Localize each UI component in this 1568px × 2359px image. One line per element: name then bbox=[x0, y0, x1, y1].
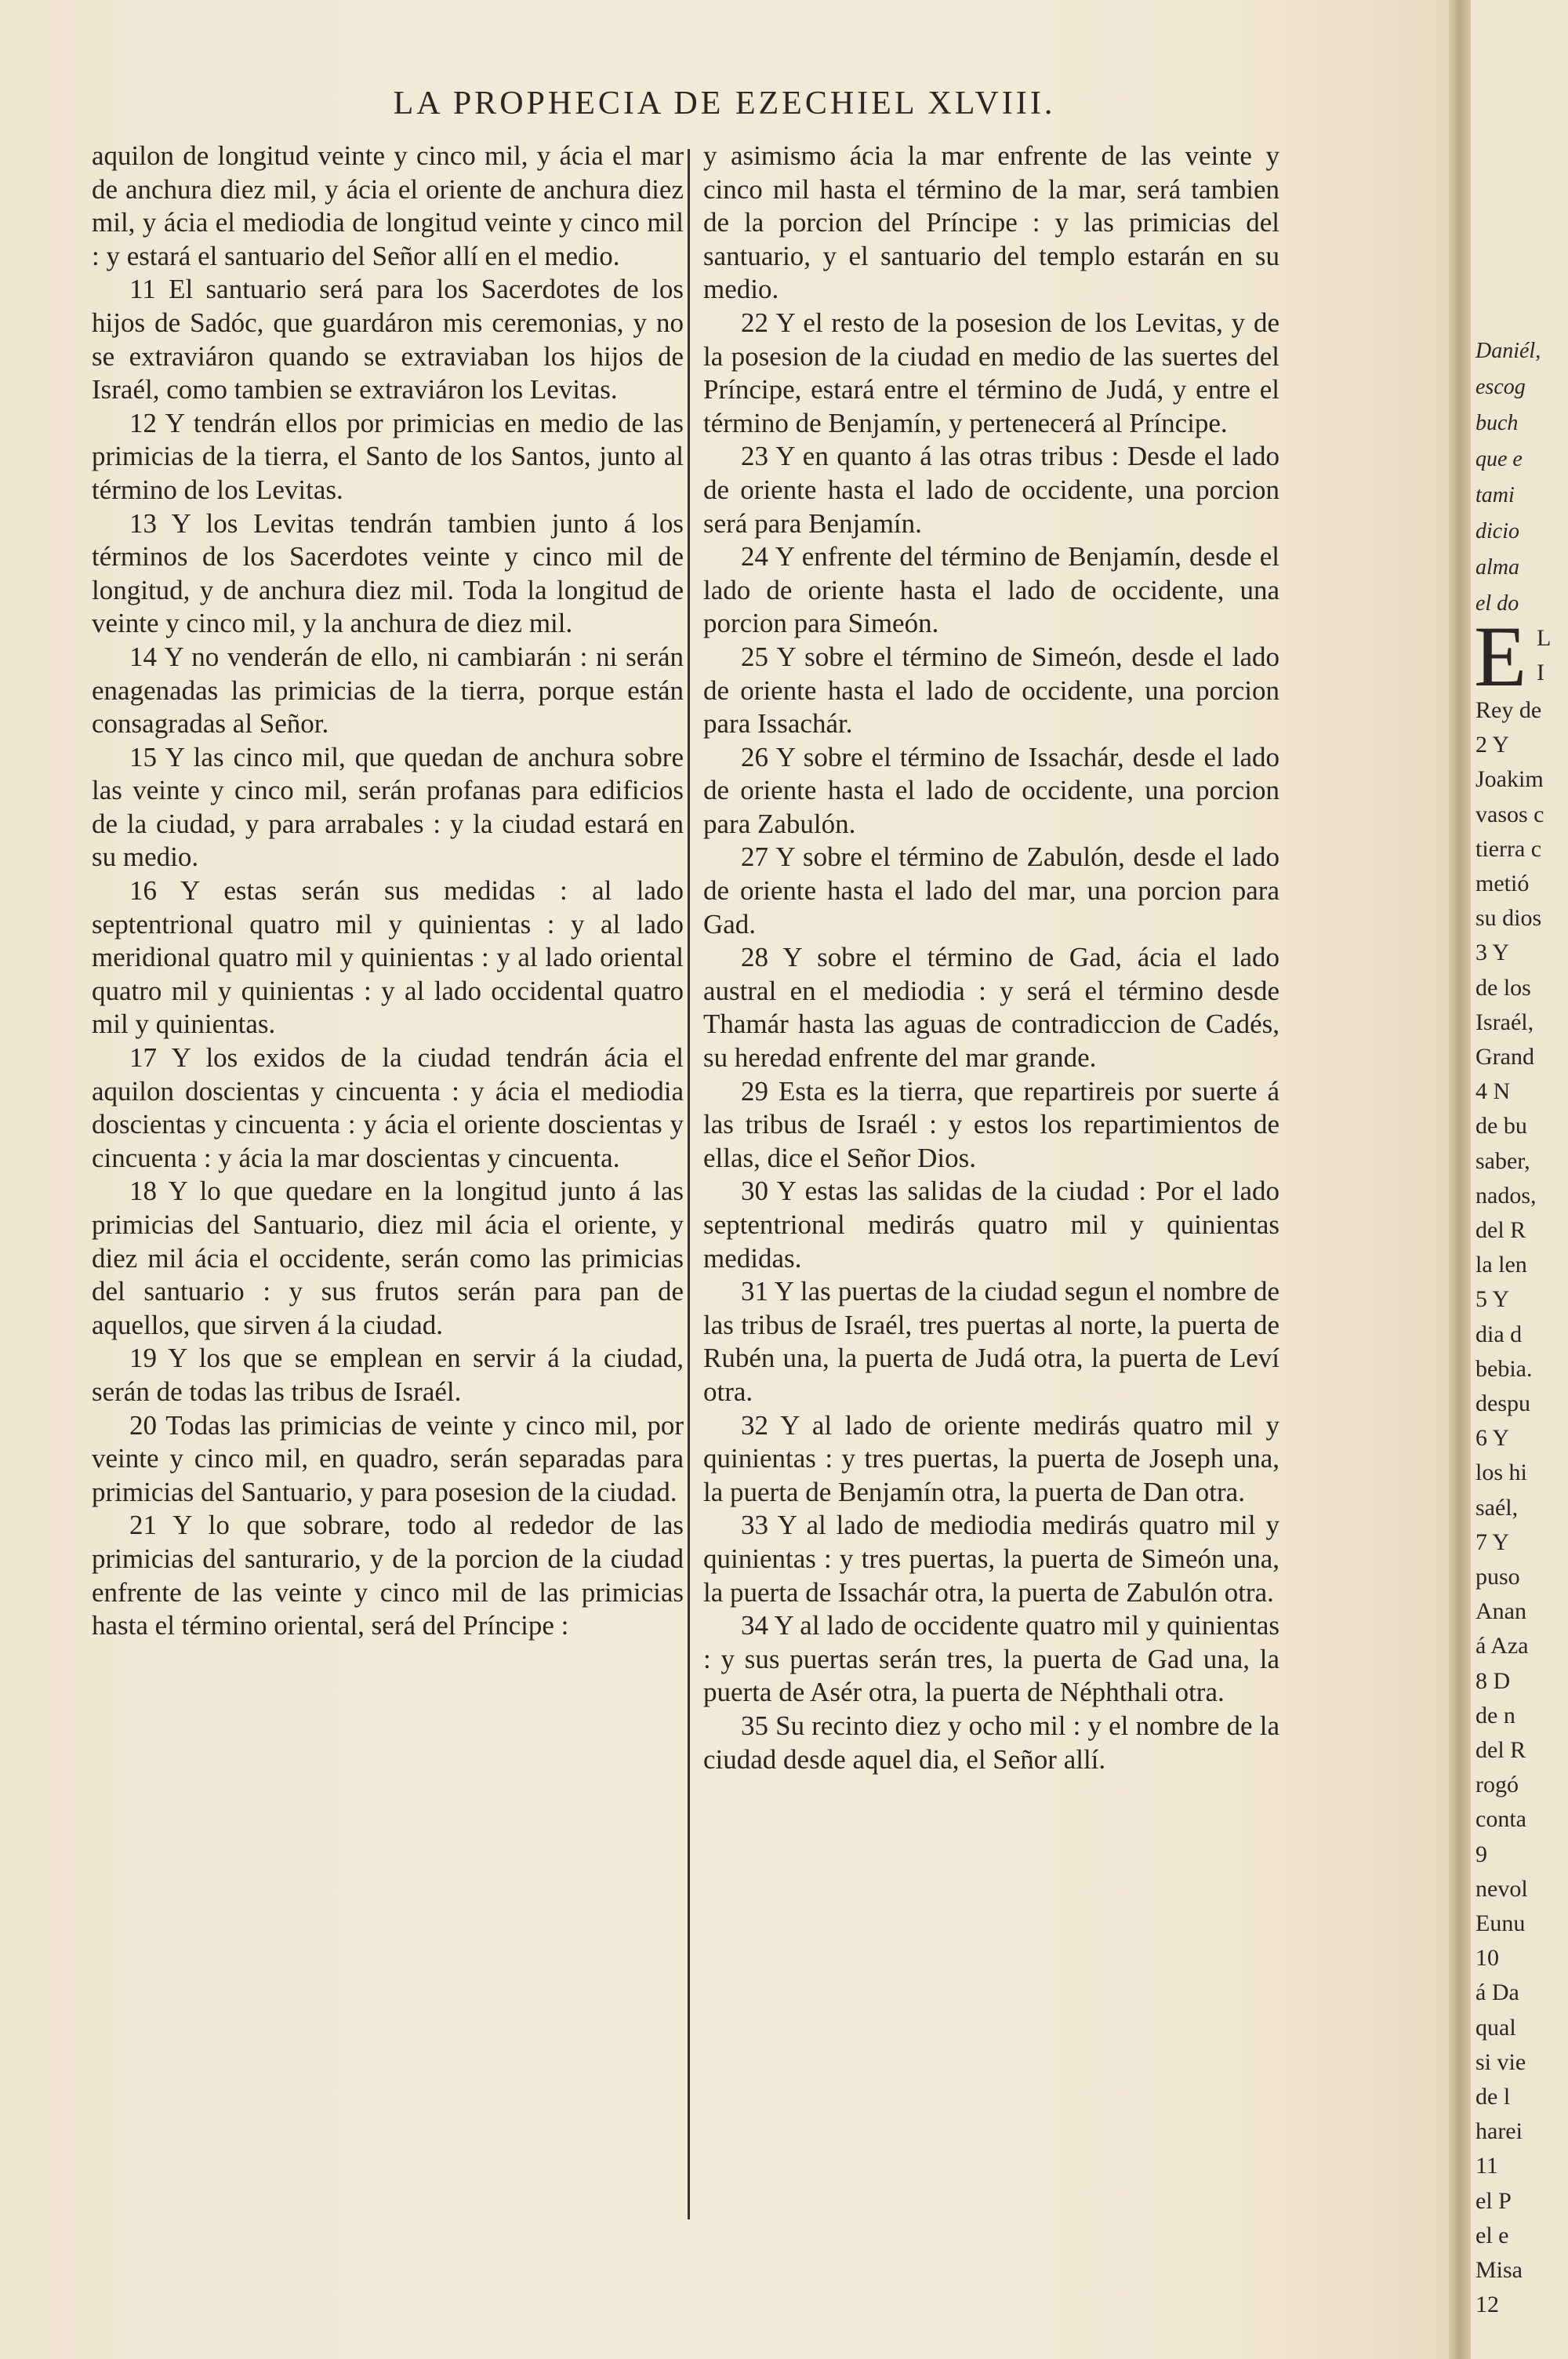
next-page-line: Misa bbox=[1475, 2257, 1523, 2283]
next-page-italic-line: alma bbox=[1475, 555, 1519, 580]
next-page-line: el e bbox=[1475, 2223, 1509, 2248]
next-page-line: dia d bbox=[1475, 1321, 1523, 1347]
next-page-italic-line: buch bbox=[1475, 411, 1519, 435]
next-page-italic-line: escog bbox=[1475, 375, 1526, 399]
verse-16: 16 Y estas serán sus medidas : al lado septentrional quatro mil y quinientas : y al lado meridional quatro mil y quinientas : y al lado oriental quatro mil y quinientas : y al lado occidental quatro mil y quinientas. bbox=[92, 875, 684, 1040]
next-page-line: despu bbox=[1475, 1390, 1530, 1416]
next-page-line: Eunu bbox=[1475, 1910, 1526, 1936]
next-page-line: 3 Y bbox=[1475, 940, 1510, 965]
right-column bbox=[703, 140, 1279, 1776]
next-page-line: bebia. bbox=[1475, 1356, 1533, 1382]
next-page-line: nados, bbox=[1475, 1183, 1537, 1209]
verse-19: 19 Y los que se emplean en servir á la ciudad, serán de todas las tribus de Israél. bbox=[92, 1343, 684, 1407]
next-page-line: Israél, bbox=[1475, 1009, 1534, 1035]
next-page-line: de l bbox=[1475, 2084, 1511, 2110]
next-page-line: del R bbox=[1475, 1217, 1526, 1243]
book-gutter bbox=[1449, 0, 1471, 2359]
next-page-line: 12 bbox=[1475, 2292, 1499, 2317]
next-page-line: á Aza bbox=[1475, 1633, 1529, 1659]
verse-15: 15 Y las cinco mil, que quedan de anchura sobre las veinte y cinco mil, serán profanas para edificios de la ciudad, y para arrabales : y la ciudad estará en su medio. bbox=[92, 741, 684, 873]
next-page-line: su dios bbox=[1475, 905, 1542, 931]
next-page-line: 8 D bbox=[1475, 1668, 1511, 1694]
next-page-line: 4 N bbox=[1475, 1078, 1511, 1104]
verse-22: 22 Y el resto de la posesion de los Levitas, y de la posesion de la ciudad en medio de las suertes del Príncipe, estará entre el término de Judá, y entre el término de Benjamín, y pertenecerá al Príncipe. bbox=[703, 307, 1279, 438]
verse-24: 24 Y enfrente del término de Benjamín, desde el lado de oriente hasta el lado de occidente, una porcion para Simeón. bbox=[703, 541, 1279, 639]
next-page-italic-line: Daniél, bbox=[1475, 339, 1541, 363]
verse-14: 14 Y no venderán de ello, ni cambiarán : ni serán enagenadas las primicias de la tierra, porque están consagradas al Señor. bbox=[92, 641, 684, 740]
next-page-line: qual bbox=[1475, 2015, 1516, 2041]
next-page-line: saél, bbox=[1475, 1495, 1519, 1521]
next-page-line: 7 Y bbox=[1475, 1529, 1510, 1555]
verse-13: 13 Y los Levitas tendrán tambien junto á los términos de los Sacerdotes veinte y cinco mil de longitud, y de anchura diez mil. Toda la longitud de veinte y cinco mil, y la anchura de diez mil. bbox=[92, 507, 684, 639]
next-page-line: del R bbox=[1475, 1737, 1526, 1763]
next-page-line: Joakim bbox=[1475, 766, 1544, 792]
next-page-line: 6 Y bbox=[1475, 1425, 1510, 1451]
next-page-line: Grand bbox=[1475, 1044, 1534, 1070]
next-page-line: nevol bbox=[1475, 1876, 1528, 1902]
next-page-line: Anan bbox=[1475, 1598, 1526, 1624]
next-page-line: puso bbox=[1475, 1564, 1520, 1590]
verse-35: 35 Su recinto diez y ocho mil : y el nombre de la ciudad desde aquel dia, el Señor allí. bbox=[703, 1710, 1279, 1775]
verse-continuation: aquilon de longitud veinte y cinco mil, y ácia el mar de anchura diez mil, y ácia el oriente de anchura diez mil, y ácia el mediodia de longitud veinte y cinco mil : y estará el santuario del Señor allí en el medio. bbox=[92, 140, 684, 271]
next-page-line: los hi bbox=[1475, 1459, 1527, 1485]
next-page-line: harei bbox=[1475, 2118, 1523, 2144]
next-page-line: 10 bbox=[1475, 1945, 1499, 1971]
drop-cap: E bbox=[1474, 609, 1527, 704]
verse-28: 28 Y sobre el término de Gad, ácia el lado austral en el mediodia : y será el término desde Thamár hasta las aguas de contradiccion de Cadés, su heredad enfrente del mar grande. bbox=[703, 942, 1279, 1074]
next-page-line: á Da bbox=[1475, 1979, 1519, 2005]
verse-17: 17 Y los exidos de la ciudad tendrán ácia el aquilon doscientas y cincuenta : y ácia el mediodia doscientas y cincuenta : y ácia el oriente doscientas y cincuenta : y ácia la mar doscientas y cincuenta. bbox=[92, 1042, 684, 1173]
drop-cap-tail: I bbox=[1537, 660, 1544, 685]
verse-27: 27 Y sobre el término de Zabulón, desde el lado de oriente hasta el lado del mar, una porcion para Gad. bbox=[703, 841, 1279, 940]
running-header: LA PROPHECIA DE EZECHIEL XLVIII. bbox=[393, 85, 1056, 122]
verse-18: 18 Y lo que quedare en la longitud junto á las primicias del Santuario, diez mil ácia el oriente, y diez mil ácia el occidente, serán como las primicias del santuario : y sus frutos serán para pan de aquellos, que sirven á la ciudad. bbox=[92, 1176, 684, 1340]
verse-31: 31 Y las puertas de la ciudad segun el nombre de las tribus de Israél, tres puertas al norte, la puerta de Rubén una, la puerta de Judá otra, la puerta de Leví otra. bbox=[703, 1276, 1279, 1407]
next-page-line: 5 Y bbox=[1475, 1286, 1510, 1312]
verse-32: 32 Y al lado de oriente medirás quatro mil y quinientas : y tres puertas, la puerta de Joseph una, la puerta de Benjamín otra, la puerta de Dan otra. bbox=[703, 1409, 1279, 1507]
verse-25: 25 Y sobre el término de Simeón, desde el lado de oriente hasta el lado de occidente, una porcion para Issachár. bbox=[703, 641, 1279, 740]
verse-33: 33 Y al lado de mediodia medirás quatro mil y quinientas : y tres puertas, la puerta de Simeón una, la puerta de Issachár otra, la puerta de Zabulón otra. bbox=[703, 1510, 1279, 1608]
verse-21-continuation: y asimismo ácia la mar enfrente de las veinte y cinco mil hasta el término de la mar, será tambien de la porcion del Príncipe : y las primicias del santuario, y el santuario del templo estarán en su medio. bbox=[703, 140, 1279, 305]
next-page-line: metió bbox=[1475, 871, 1530, 896]
next-page-line: si vie bbox=[1475, 2049, 1526, 2075]
verse-12: 12 Y tendrán ellos por primicias en medio de las primicias de la tierra, el Santo de los Santos, junto al término de los Levitas. bbox=[92, 407, 684, 505]
next-page-line: 2 Y bbox=[1475, 732, 1510, 758]
verse-30: 30 Y estas las salidas de la ciudad : Por el lado septentrional medirás quatro mil y quinientas medidas. bbox=[703, 1176, 1279, 1274]
next-page-line: saber, bbox=[1475, 1148, 1530, 1174]
verse-20: 20 Todas las primicias de veinte y cinco mil, por veinte y cinco mil, en quadro, serán separadas para primicias del Santuario, y para posesion de la ciudad. bbox=[92, 1409, 684, 1507]
next-page-line: 11 bbox=[1475, 2153, 1498, 2179]
next-page-line: 9 bbox=[1475, 1841, 1487, 1867]
verse-23: 23 Y en quanto á las otras tribus : Desde el lado de oriente hasta el lado de occidente, una porcion será para Benjamín. bbox=[703, 441, 1279, 539]
next-page-italic-line: que e bbox=[1475, 447, 1523, 471]
verse-26: 26 Y sobre el término de Issachár, desde el lado de oriente hasta el lado de occidente, una porcion para Zabulón. bbox=[703, 741, 1279, 839]
left-column bbox=[92, 140, 684, 1643]
next-page-italic-line: dicio bbox=[1475, 519, 1519, 543]
verse-21: 21 Y lo que sobrare, todo al rededor de las primicias del santurario, y de la porcion de la ciudad enfrente de las veinte y cinco mil de las primicias hasta el término oriental, será del Príncipe : bbox=[92, 1510, 684, 1641]
next-page-line: de los bbox=[1475, 975, 1531, 1001]
next-page-line: la len bbox=[1475, 1252, 1527, 1278]
next-page-line: de bu bbox=[1475, 1113, 1527, 1139]
next-page-italic-line: el do bbox=[1475, 591, 1519, 616]
column-divider bbox=[688, 149, 690, 2219]
verse-34: 34 Y al lado de occidente quatro mil y quinientas : y sus puertas serán tres, la puerta de Gad una, la puerta de Asér otra, la puerta de Néphthali otra. bbox=[703, 1610, 1279, 1708]
verse-11: 11 El santuario será para los Sacerdotes de los hijos de Sadóc, que guardáron mis ceremonias, y no se extraviáron quando se extraviaban los hijos de Israél, como tambien se extraviáron los Levitas. bbox=[92, 274, 684, 405]
next-page-line: Rey de bbox=[1475, 697, 1542, 723]
next-page-italic-line: tami bbox=[1475, 483, 1515, 507]
next-page-line: de n bbox=[1475, 1703, 1515, 1728]
next-page-line: rogó bbox=[1475, 1772, 1519, 1797]
next-page-line: vasos c bbox=[1475, 801, 1544, 827]
verse-29: 29 Esta es la tierra, que repartireis por suerte á las tribus de Israél : y estos los repartimientos de ellas, dice el Señor Dios. bbox=[703, 1075, 1279, 1173]
next-page-line: tierra c bbox=[1475, 836, 1542, 862]
next-page-line: conta bbox=[1475, 1806, 1526, 1832]
drop-cap-tail: L bbox=[1537, 625, 1552, 651]
next-page-line: el P bbox=[1475, 2188, 1512, 2214]
next-page-edge bbox=[1471, 0, 1568, 2359]
